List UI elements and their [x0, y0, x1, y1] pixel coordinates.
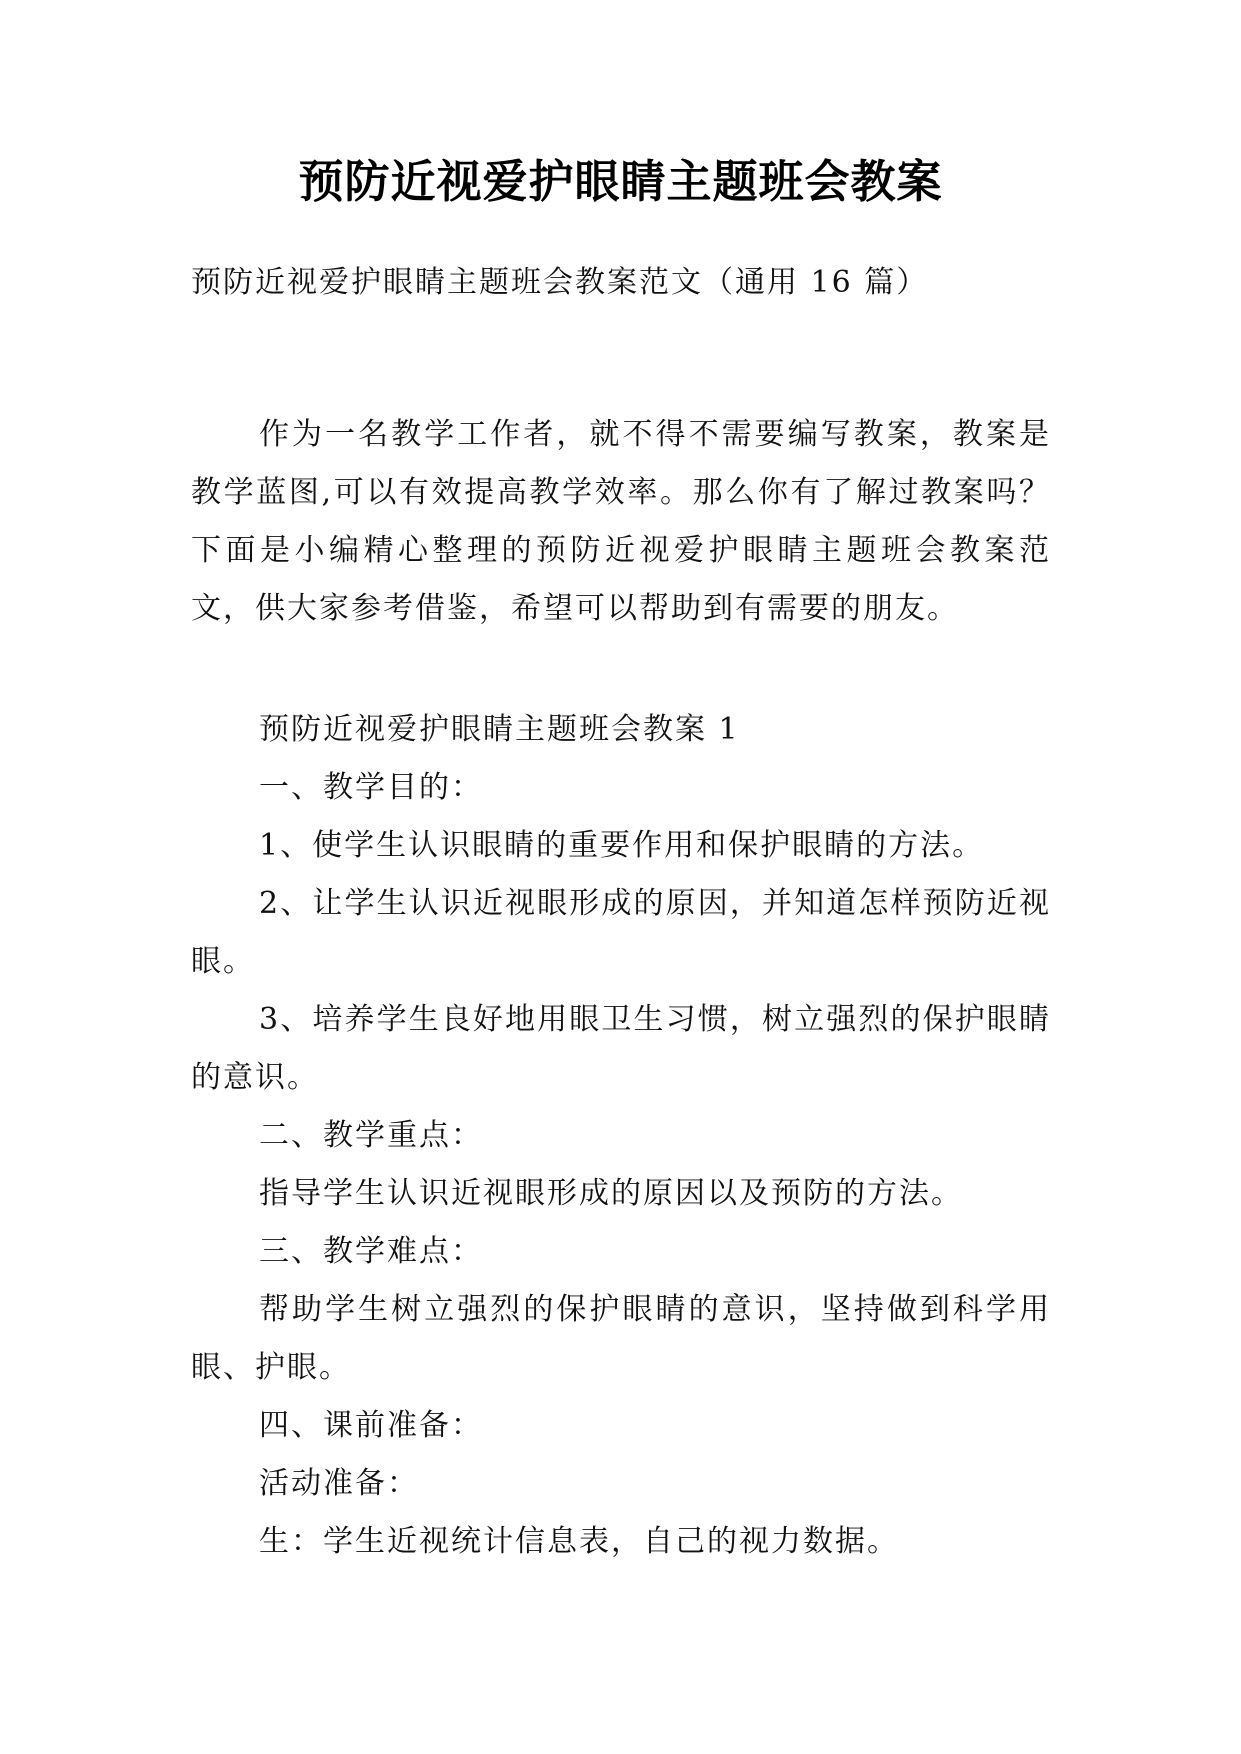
preparation-heading: 四、课前准备： — [259, 1408, 483, 1443]
goal-item-2: 2、让学生认识近视眼形成的原因，并知道怎样预防近视眼。 — [191, 886, 1051, 979]
goal-item-3: 3、培养学生良好地用眼卫生习惯，树立强烈的保护眼睛的意识。 — [191, 1002, 1051, 1095]
activity-preparation-label: 活动准备： — [259, 1466, 419, 1501]
difficulties-heading: 三、教学难点： — [259, 1234, 483, 1269]
difficulties-text: 帮助学生树立强烈的保护眼睛的意识，坚持做到科学用眼、护眼。 — [191, 1292, 1051, 1385]
section-heading: 预防近视爱护眼睛主题班会教案 1 — [259, 712, 740, 747]
document-title: 预防近视爱护眼睛主题班会教案 — [298, 155, 943, 208]
intro-paragraph: 作为一名教学工作者，就不得不需要编写教案，教案是教学蓝图,可以有效提高教学效率。那么你有了解过教案吗？下面是小编精心整理的预防近视爱护眼睛主题班会教案范文，供大家参考借鉴，希望可以帮助到有需要的朋友。 — [191, 417, 1051, 626]
key-points-text: 指导学生认识近视眼形成的原因以及预防的方法。 — [259, 1176, 963, 1211]
goal-item-1: 1、使学生认识眼睛的重要作用和保护眼睛的方法。 — [259, 828, 985, 863]
key-points-heading: 二、教学重点： — [259, 1118, 483, 1153]
lesson-content — [191, 701, 1051, 1571]
student-preparation-text: 生：学生近视统计信息表，自己的视力数据。 — [259, 1524, 899, 1559]
document-subtitle: 预防近视爱护眼睛主题班会教案范文（通用 16 篇） — [191, 265, 929, 300]
teaching-goals-heading: 一、教学目的： — [259, 770, 483, 805]
